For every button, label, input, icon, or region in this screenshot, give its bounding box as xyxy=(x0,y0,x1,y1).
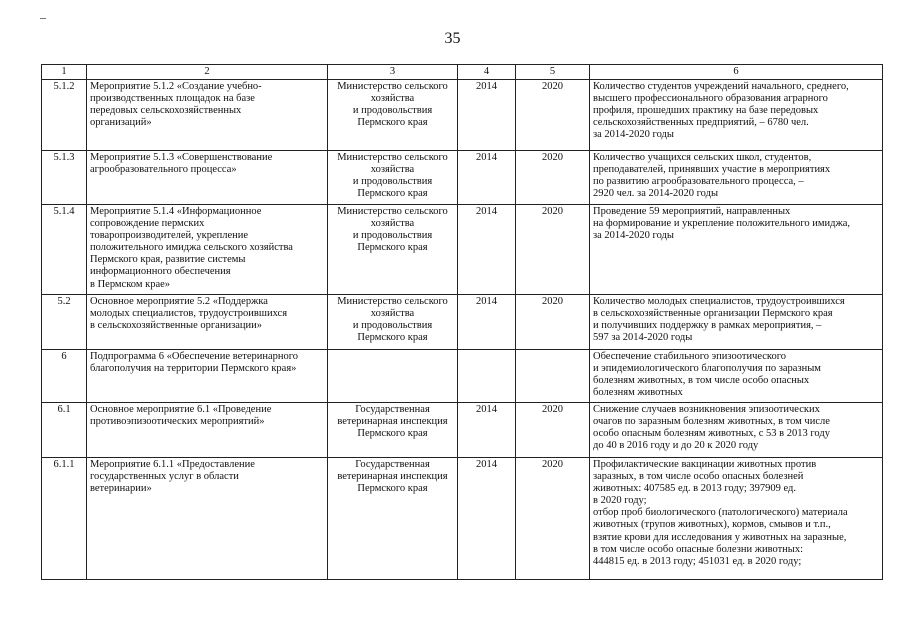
cell-indicator xyxy=(590,458,883,580)
cell-executor-line: Министерство сельского xyxy=(337,296,448,307)
cell-indicator xyxy=(590,151,883,205)
col-header: 5 xyxy=(516,65,590,80)
cell-name-line: товаропроизводителей, укрепление xyxy=(90,230,249,242)
cell-indicator-line: профиля, прошедших практику на базе передовых xyxy=(593,105,819,117)
cell-name-line: Мероприятие 6.1.1 «Предоставление xyxy=(90,459,255,470)
cell-indicator-line: взятие крови для исследования у животных на заразные, xyxy=(593,531,847,543)
cell-indicator-line: в 2020 году; xyxy=(593,495,647,507)
cell-name-line: Мероприятие 5.1.2 «Создание учебно- xyxy=(90,81,262,92)
cell-executor-line: хозяйства xyxy=(370,308,415,320)
cell-name-line: Основное мероприятие 5.2 «Поддержка xyxy=(90,296,268,307)
cell-executor-line: Пермского края xyxy=(357,188,428,200)
cell-name-line: передовых сельскохозяйственных xyxy=(90,105,242,117)
table-row xyxy=(42,151,883,205)
cell-executor-line: Министерство сельского xyxy=(337,152,448,163)
cell-indicator-line: болезням животных xyxy=(593,387,683,399)
cell-name-line: положительного имиджа сельского хозяйства xyxy=(90,242,293,254)
cell-indicator-line: и эпидемиологического благополучия по заразным xyxy=(593,363,821,375)
table-row xyxy=(42,205,883,295)
cell-executor-line: и продовольствия xyxy=(352,105,433,117)
cell-indicator-line: преподавателей, принявших участие в мероприятиях xyxy=(593,164,831,176)
cell-name-line: агрообразовательного процесса» xyxy=(90,164,237,176)
cell-start-year: 2014 xyxy=(458,205,516,295)
cell-executor-line: Пермского края xyxy=(357,117,428,129)
cell-name-line: молодых специалистов, трудоустроившихся xyxy=(90,308,288,320)
col-header: 6 xyxy=(590,65,883,80)
cell-start-year: 2014 xyxy=(458,80,516,151)
col-header: 4 xyxy=(458,65,516,80)
cell-indicator-line: до 40 в 2016 году и до 20 к 2020 году xyxy=(593,440,759,452)
table-row xyxy=(42,295,883,350)
cell-name xyxy=(87,403,328,458)
cell-name xyxy=(87,151,328,205)
cell-executor-line: Министерство сельского xyxy=(337,81,448,92)
cell-code: 6.1.1 xyxy=(42,458,87,580)
cell-indicator-line: 444815 ед. в 2013 году; 451031 ед. в 2020 году; xyxy=(593,555,802,567)
cell-indicator-line: Количество студентов учреждений начального, среднего, xyxy=(593,81,849,92)
cell-indicator-line: по развитию агрообразовательного процесса, – xyxy=(593,176,804,188)
cell-end-year: 2020 xyxy=(516,151,590,205)
cell-executor-line: Пермского края xyxy=(357,332,428,344)
cell-executor-line: и продовольствия xyxy=(352,230,433,242)
cell-name xyxy=(87,458,328,580)
cell-name-line: Основное мероприятие 6.1 «Проведение xyxy=(90,404,272,415)
cell-indicator xyxy=(590,295,883,350)
cell-indicator-line: заразных, в том числе особо опасных болезней xyxy=(593,471,804,483)
cell-indicator-line: очагов по заразным болезням животных, в том числе xyxy=(593,416,830,428)
table-row xyxy=(42,458,883,580)
cell-code: 6.1 xyxy=(42,403,87,458)
cell-indicator-line: Профилактические вакцинации животных против xyxy=(593,459,817,470)
cell-indicator-line: Обеспечение стабильного эпизоотического xyxy=(593,351,787,362)
cell-name xyxy=(87,295,328,350)
cell-name-line: благополучия на территории Пермского края» xyxy=(90,363,297,375)
cell-indicator xyxy=(590,403,883,458)
cell-end-year: 2020 xyxy=(516,80,590,151)
header-row xyxy=(42,65,883,80)
cell-end-year: 2020 xyxy=(516,403,590,458)
col-header: 2 xyxy=(87,65,328,80)
cell-name xyxy=(87,350,328,403)
cell-name-line: противоэпизоотических мероприятий» xyxy=(90,416,265,428)
cell-executor-line: ветеринарная инспекция xyxy=(337,471,448,483)
cell-name-line: Подпрограмма 6 «Обеспечение ветеринарного xyxy=(90,351,299,362)
table-row xyxy=(42,80,883,151)
cell-indicator-line: за 2014-2020 годы xyxy=(593,129,674,141)
cell-indicator-line: животных (трупов животных), кормов, смывов и т.п., xyxy=(593,519,831,531)
cell-name-line: в Пермском крае» xyxy=(90,278,171,290)
cell-start-year: 2014 xyxy=(458,151,516,205)
cell-indicator-line: и получивших поддержку в рамках мероприятия, – xyxy=(593,320,822,332)
cell-end-year: 2020 xyxy=(516,205,590,295)
cell-name-line: в сельскохозяйственные организации» xyxy=(90,320,262,332)
cell-name-line: государственных услуг в области xyxy=(90,471,239,483)
cell-indicator-line: особо опасным болезням животных, с 53 в 2013 году xyxy=(593,428,830,440)
cell-name-line: информационного обеспечения xyxy=(90,266,231,278)
cell-executor-line: и продовольствия xyxy=(352,176,433,188)
cell-indicator-line: высшего профессионального образования аграрного xyxy=(593,93,828,105)
cell-end-year: 2020 xyxy=(516,295,590,350)
cell-executor-line: Пермского края xyxy=(357,483,428,495)
program-table xyxy=(41,64,883,580)
cell-name xyxy=(87,80,328,151)
cell-name xyxy=(87,205,328,295)
cell-executor-line: Министерство сельского xyxy=(337,206,448,217)
cell-start-year xyxy=(458,350,516,403)
cell-executor xyxy=(328,295,458,350)
cell-indicator-line: 597 за 2014-2020 годы xyxy=(593,332,693,344)
page-number: 35 xyxy=(444,30,461,47)
cell-executor-line: хозяйства xyxy=(370,164,415,176)
cell-name-line: Мероприятие 5.1.4 «Информационное xyxy=(90,206,262,217)
scan-mark xyxy=(40,18,46,19)
cell-indicator-line: на формирование и укрепление положительного имиджа, xyxy=(593,218,851,230)
cell-indicator xyxy=(590,80,883,151)
cell-indicator-line: Снижение случаев возникновения эпизоотических xyxy=(593,404,820,415)
table-row xyxy=(42,403,883,458)
cell-executor-line: ветеринарная инспекция xyxy=(337,416,448,428)
cell-start-year: 2014 xyxy=(458,295,516,350)
cell-indicator-line: в сельскохозяйственные организации Пермского края xyxy=(593,308,833,320)
cell-indicator-line: Проведение 59 мероприятий, направленных xyxy=(593,206,791,217)
col-header: 1 xyxy=(42,65,87,80)
cell-executor-line: Государственная xyxy=(355,459,430,470)
cell-indicator-line: за 2014-2020 годы xyxy=(593,230,674,242)
cell-indicator-line: Количество молодых специалистов, трудоустроившихся xyxy=(593,296,845,307)
cell-name-line: Пермского края, развитие системы xyxy=(90,254,246,266)
cell-name-line: сопровождение пермских xyxy=(90,218,205,230)
cell-name-line: ветеринарии» xyxy=(90,483,152,495)
cell-indicator-line: сельскохозяйственных предприятий, – 6780 чел. xyxy=(593,117,809,129)
cell-indicator-line: животных: 407585 ед. в 2013 году; 397909 ед. xyxy=(593,483,796,495)
cell-executor xyxy=(328,403,458,458)
cell-executor xyxy=(328,151,458,205)
cell-executor-line: Пермского края xyxy=(357,242,428,254)
cell-indicator-line: в том числе особо опасные болезни животных: xyxy=(593,543,804,555)
cell-executor xyxy=(328,80,458,151)
cell-name-line: организаций» xyxy=(90,117,152,129)
cell-code: 5.2 xyxy=(42,295,87,350)
col-header: 3 xyxy=(328,65,458,80)
cell-name-line: Мероприятие 5.1.3 «Совершенствование xyxy=(90,152,273,163)
cell-start-year: 2014 xyxy=(458,403,516,458)
cell-start-year: 2014 xyxy=(458,458,516,580)
cell-code: 5.1.2 xyxy=(42,80,87,151)
cell-executor xyxy=(328,350,458,403)
cell-indicator-line: 2920 чел. за 2014-2020 годы xyxy=(593,188,719,200)
cell-indicator xyxy=(590,205,883,295)
cell-executor-line: хозяйства xyxy=(370,218,415,230)
cell-end-year: 2020 xyxy=(516,458,590,580)
cell-indicator-line: отбор проб биологического (патологического) материала xyxy=(593,507,848,519)
cell-executor-line: хозяйства xyxy=(370,93,415,105)
cell-name-line: производственных площадок на базе xyxy=(90,93,255,105)
cell-executor-line: Пермского края xyxy=(357,428,428,440)
cell-indicator-line: болезням животных, в том числе особо опасных xyxy=(593,375,810,387)
cell-executor xyxy=(328,205,458,295)
cell-indicator xyxy=(590,350,883,403)
cell-executor xyxy=(328,458,458,580)
cell-code: 6 xyxy=(42,350,87,403)
cell-end-year xyxy=(516,350,590,403)
cell-executor-line: и продовольствия xyxy=(352,320,433,332)
cell-indicator-line: Количество учащихся сельских школ, студентов, xyxy=(593,152,812,163)
cell-code: 5.1.3 xyxy=(42,151,87,205)
cell-code: 5.1.4 xyxy=(42,205,87,295)
cell-executor-line: Государственная xyxy=(355,404,430,415)
table-row xyxy=(42,350,883,403)
